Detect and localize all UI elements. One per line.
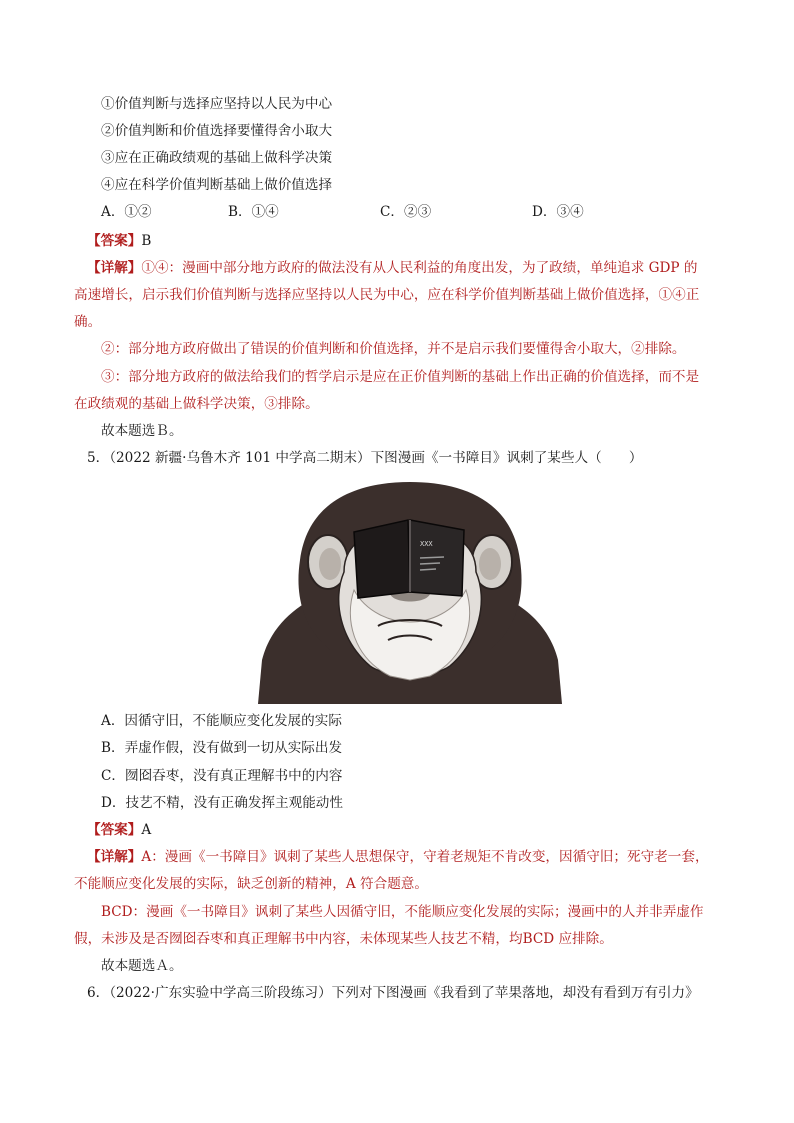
q4-explain-2: ②：部分地方政府做出了错误的价值判断和价值选择，并不是启示我们要懂得舍小取大，②排除。: [101, 341, 686, 357]
answer-tag: 【答案】: [87, 822, 142, 838]
q4-choice-b: B．①④: [228, 204, 279, 220]
explain-tag: 【详解】: [87, 849, 142, 865]
q5-stem: 5．（2022 新疆·乌鲁木齐 101 中学高二期末）下图漫画《一书障目》讽刺了某些人（ ）: [87, 450, 643, 466]
answer-tag: 【答案】: [87, 233, 142, 249]
answer-value: B: [141, 233, 152, 249]
q4-statement-1: ①价值判断与选择应坚持以人民为中心: [101, 96, 333, 112]
q5-explain-2-line-2: 假，未涉及是否囫囵吞枣和真正理解书中内容，未体现某些人技艺不精，均BCD 应排除。: [74, 931, 613, 947]
q6-stem: 6．（2022·广东实验中学高三阶段练习）下列对下图漫画《我看到了苹果落地，却没有看到万有引力》: [87, 985, 699, 1001]
q4-conclusion: 故本题选Ｂ。: [101, 423, 183, 439]
q4-explain-3-line-1: ③：部分地方政府的做法给我们的哲学启示是应在正价值判断的基础上作出正确的价值选择，而不是: [101, 369, 700, 385]
q5-option-b: B．弄虚作假，没有做到一切从实际出发: [101, 740, 343, 756]
q4-statement-4: ④应在科学价值判断基础上做价值选择: [101, 177, 333, 193]
q4-choice-d: D．③④: [532, 204, 584, 220]
q5-option-a: A．因循守旧，不能顺应变化发展的实际: [101, 713, 342, 729]
q5-explain-line-1: 【详解】A：漫画《一书障目》讽刺了某些人思想保守，守着老规矩不肯改变，因循守旧；死守老一套，: [87, 849, 709, 865]
q5-option-c: C．囫囵吞枣，没有真正理解书中的内容: [101, 768, 343, 784]
q4-explain-line-3: 确。: [74, 314, 102, 330]
q5-explain-line-2: 不能顺应变化发展的实际，缺乏创新的精神，A 符合题意。: [74, 876, 428, 892]
answer-value: A: [141, 822, 152, 838]
q4-statement-2: ②价值判断和价值选择要懂得舍小取大: [101, 123, 333, 139]
q5-answer: [87, 820, 151, 840]
explain-tag: 【详解】: [87, 260, 142, 276]
q4-statement-3: ③应在正确政绩观的基础上做科学决策: [101, 150, 333, 166]
comic-image-gorilla-reading-book: [258, 480, 562, 704]
book-cover-text: XXX: [420, 540, 433, 548]
q4-explain-line-1: 【详解】①④：漫画中部分地方政府的做法没有从人民利益的角度出发，为了政绩，单纯追求 GDP 的: [87, 260, 698, 276]
q4-explain-3-line-2: 在政绩观的基础上做科学决策，③排除。: [74, 396, 319, 412]
q4-choice-c: C．②③: [380, 204, 432, 220]
q5-option-d: D．技艺不精，没有正确发挥主观能动性: [101, 795, 343, 811]
q4-explain-line-2: 高速增长，启示我们价值判断与选择应坚持以人民为中心，应在科学价值判断基础上做价值选择，①④正: [74, 287, 700, 303]
q5-explain-2-line-1: BCD：漫画《一书障目》讽刺了某些人因循守旧，不能顺应变化发展的实际；漫画中的人并非弄虚作: [101, 904, 704, 920]
q4-answer: [87, 231, 151, 251]
q4-choice-a: A．①②: [101, 204, 152, 220]
q5-conclusion: 故本题选Ａ。: [101, 958, 183, 974]
